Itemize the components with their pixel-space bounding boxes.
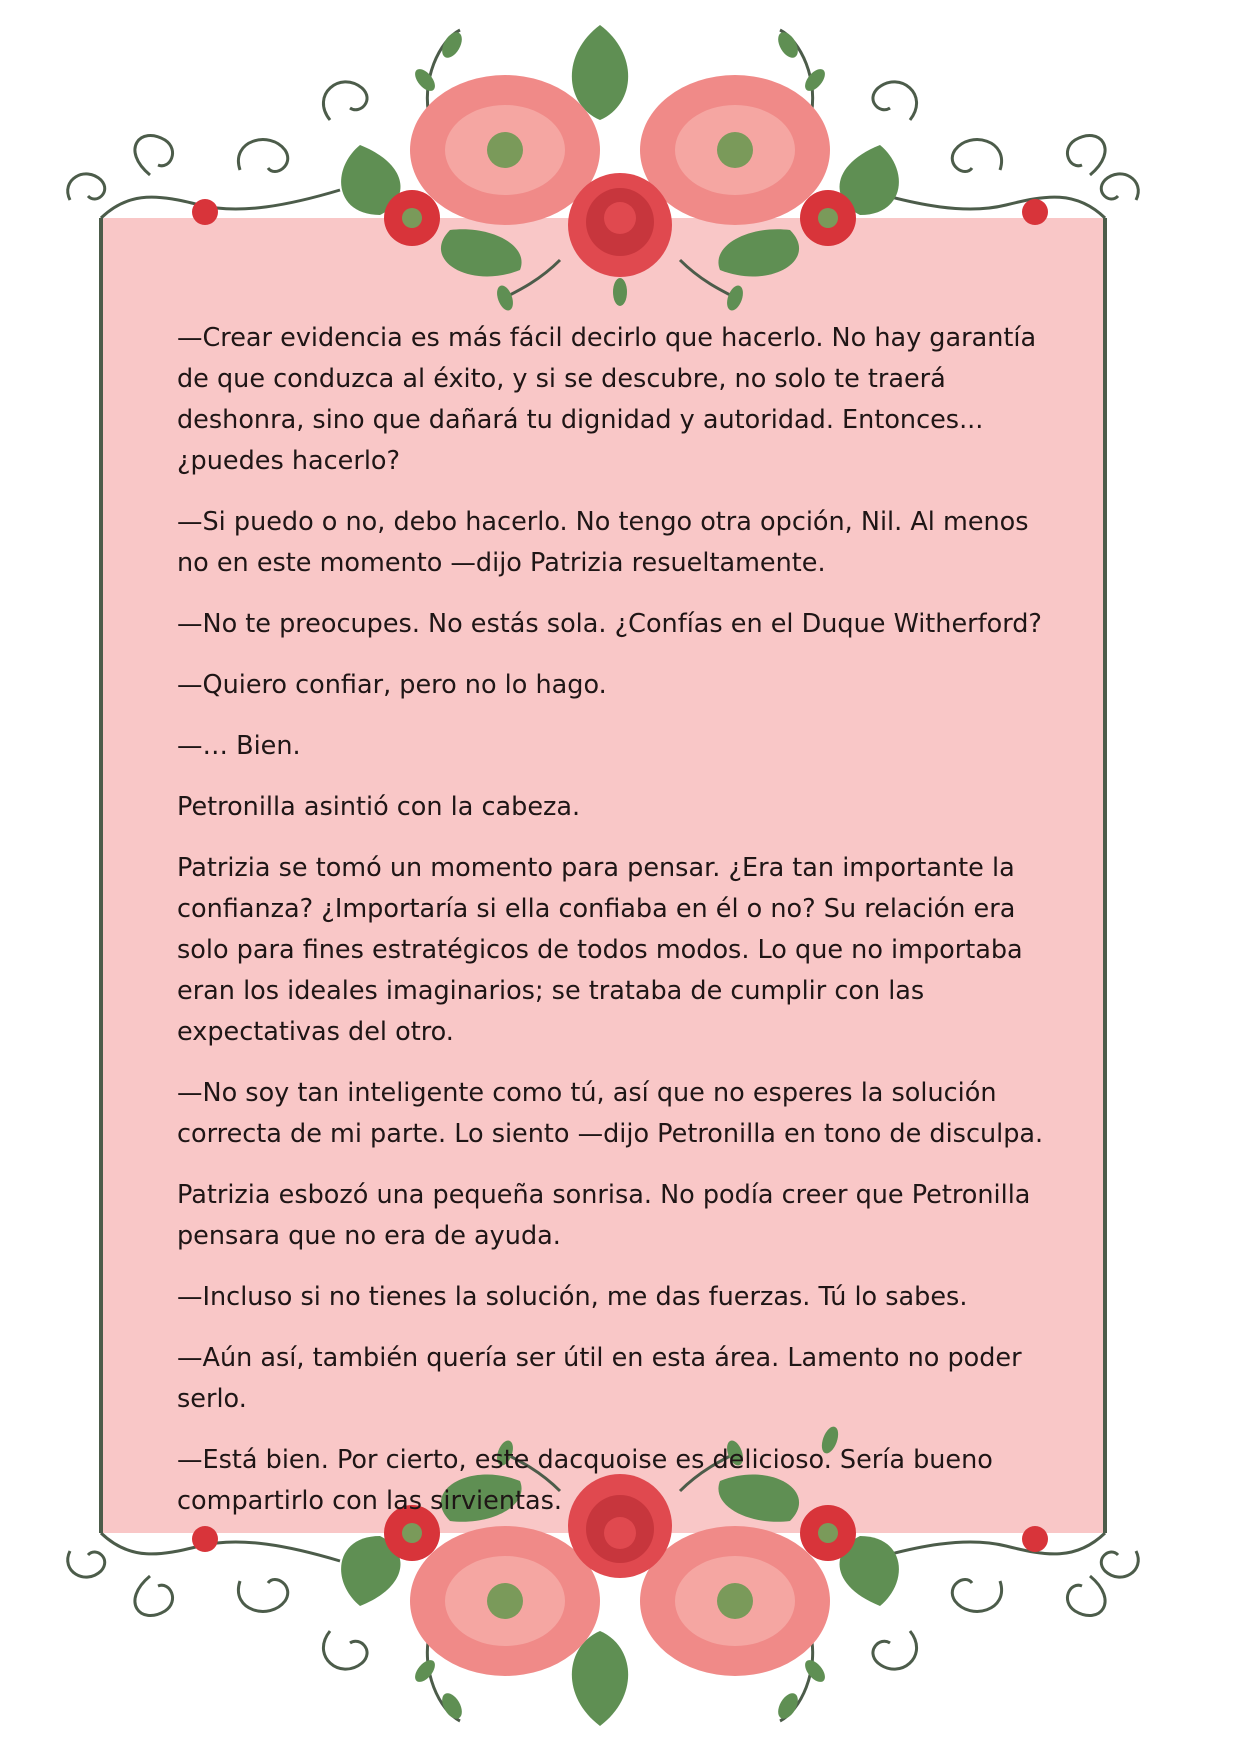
paragraph: —Aún así, también quería ser útil en esta área. Lamento no poder serlo.: [177, 1343, 1022, 1414]
paragraph: —Está bien. Por cierto, este dacquoise es delicioso. Sería bueno compartirlo con las sirvientas.: [177, 1445, 993, 1516]
paragraph: —Si puedo o no, debo hacerlo. No tengo otra opción, Nil. Al menos no en este momento —dijo Patrizia resueltamente.: [177, 507, 1029, 578]
paragraph: Petronilla asintió con la cabeza.: [177, 792, 581, 822]
paragraph: —No te preocupes. No estás sola. ¿Confías en el Duque Witherford?: [177, 609, 1042, 639]
paragraph: —… Bien.: [177, 731, 301, 761]
paragraph: Patrizia se tomó un momento para pensar. ¿Era tan importante la confianza? ¿Importaría si ella confiaba en él o no? Su relación era solo para fines estratégicos de todos modos. Lo que no importaba eran los ideales imaginarios; se trataba de cumplir con las expectativas del otro.: [177, 853, 1023, 1047]
paragraph: Patrizia esbozó una pequeña sonrisa. No podía creer que Petronilla pensara que no era de ayuda.: [177, 1180, 1031, 1251]
story-text: [177, 318, 1067, 1542]
paragraph: —Incluso si no tienes la solución, me das fuerzas. Tú lo sabes.: [177, 1282, 968, 1312]
paragraph: —Quiero confiar, pero no lo hago.: [177, 670, 607, 700]
paragraph: —No soy tan inteligente como tú, así que no esperes la solución correcta de mi parte. Lo siento —dijo Petronilla en tono de disculpa.: [177, 1078, 1044, 1149]
paragraph: —Crear evidencia es más fácil decirlo que hacerlo. No hay garantía de que conduzca al éxito, y si se descubre, no solo te traerá deshonra, sino que dañará tu dignidad y autoridad. Entonces... ¿puedes hacerlo?: [177, 323, 1037, 476]
